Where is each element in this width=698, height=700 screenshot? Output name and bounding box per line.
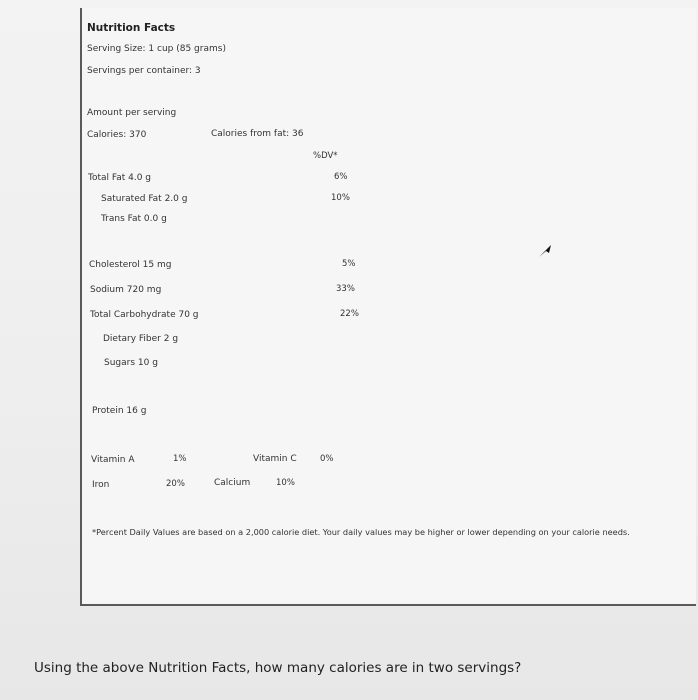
dv-total-carbohydrate: 22% xyxy=(340,309,359,319)
nutrient-trans-fat: Trans Fat 0.0 g xyxy=(101,214,167,224)
nutrient-cholesterol: Cholesterol 15 mg xyxy=(89,260,172,270)
dv-cholesterol: 5% xyxy=(342,259,356,269)
nutrient-dietary-fiber: Dietary Fiber 2 g xyxy=(103,334,179,344)
question-text: Using the above Nutrition Facts, how many calories are in two servings? xyxy=(34,660,522,676)
vitamin-a-label: Vitamin A xyxy=(91,455,135,465)
dv-total-fat: 6% xyxy=(334,172,348,182)
arrow-cursor-icon xyxy=(538,244,552,258)
serving-size: Serving Size: 1 cup (85 grams) xyxy=(87,44,226,54)
iron-label: Iron xyxy=(92,480,110,490)
nutrition-label xyxy=(80,8,696,606)
dv-sodium: 33% xyxy=(336,284,355,294)
iron-value: 20% xyxy=(166,479,185,489)
vitamin-c-value: 0% xyxy=(320,454,334,464)
vitamin-a-value: 1% xyxy=(173,454,187,464)
label-title: Nutrition Facts xyxy=(87,22,176,34)
nutrient-sodium: Sodium 720 mg xyxy=(90,285,162,295)
nutrient-saturated-fat: Saturated Fat 2.0 g xyxy=(101,194,188,204)
nutrient-total-fat: Total Fat 4.0 g xyxy=(88,173,152,183)
nutrient-protein: Protein 16 g xyxy=(92,406,147,416)
vitamin-c-label: Vitamin C xyxy=(253,454,297,464)
calories-from-fat: Calories from fat: 36 xyxy=(211,129,304,139)
nutrient-sugars: Sugars 10 g xyxy=(104,358,158,368)
dv-footnote: *Percent Daily Values are based on a 2,000 calorie diet. Your daily values may be higher or lower depending on your calorie needs. xyxy=(92,527,630,537)
calories: Calories: 370 xyxy=(87,130,147,140)
nutrient-total-carbohydrate: Total Carbohydrate 70 g xyxy=(90,310,199,320)
calcium-label: Calcium xyxy=(214,478,251,488)
servings-per-container: Servings per container: 3 xyxy=(87,66,201,76)
dv-header: %DV* xyxy=(313,151,338,161)
calcium-value: 10% xyxy=(276,478,295,488)
amount-per-serving: Amount per serving xyxy=(87,108,177,118)
dv-saturated-fat: 10% xyxy=(331,193,350,203)
